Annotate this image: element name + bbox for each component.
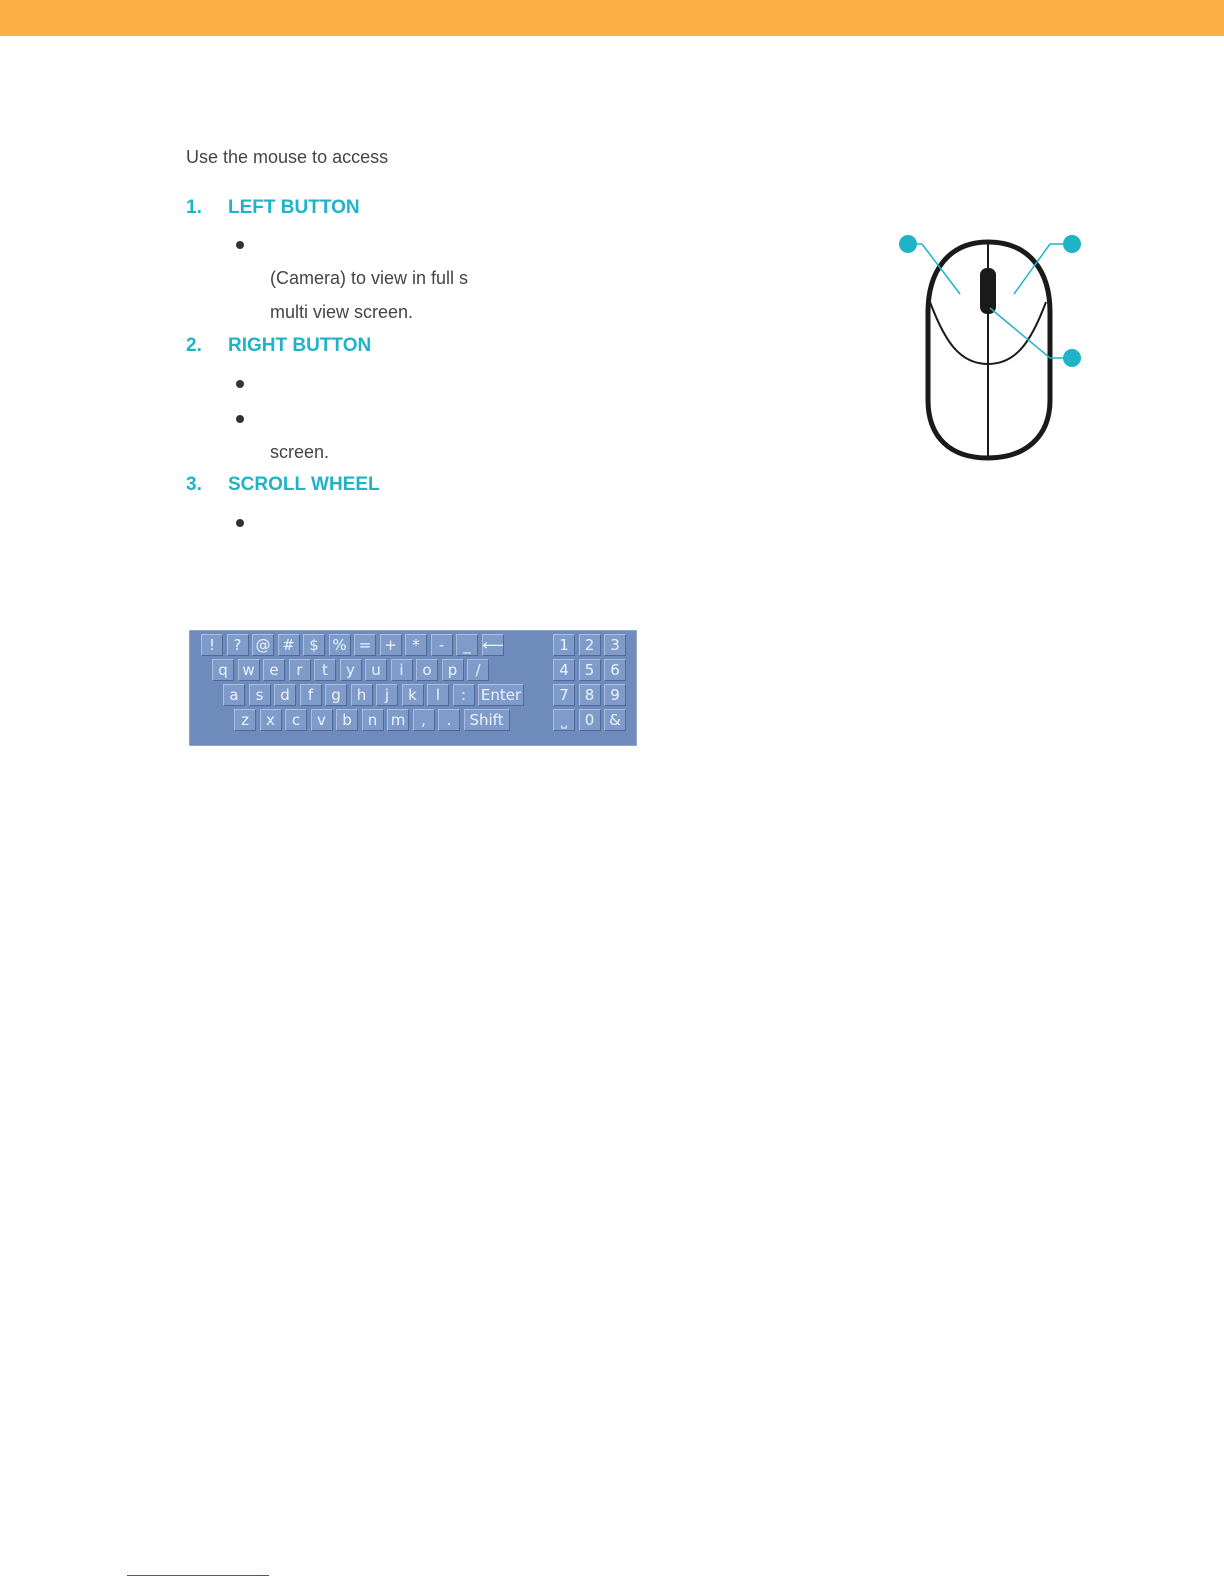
keyboard-key[interactable]: ? — [227, 634, 249, 656]
keyboard-key[interactable]: i — [391, 659, 413, 681]
keyboard-key[interactable]: d — [274, 684, 296, 706]
keyboard-key[interactable]: ⎵ — [553, 709, 575, 731]
intro-text: Use the mouse to access — [186, 147, 389, 167]
mouse-scroll-wheel — [980, 268, 996, 314]
keyboard-key[interactable]: . — [438, 709, 460, 731]
keyboard-key[interactable]: z — [234, 709, 256, 731]
keyboard-key[interactable]: / — [467, 659, 489, 681]
section-title: LEFT BUTTON — [228, 197, 360, 218]
bullet — [236, 380, 244, 388]
keyboard-key[interactable]: * — [405, 634, 427, 656]
header-accent-bar — [0, 0, 1224, 36]
keyboard-key[interactable]: j — [376, 684, 398, 706]
callout-dot-left-button — [899, 235, 917, 253]
section-number: 1. — [186, 197, 202, 218]
keyboard-key[interactable]: , — [413, 709, 435, 731]
section-title: SCROLL WHEEL — [228, 474, 380, 495]
keyboard-key[interactable]: Shift — [464, 709, 510, 731]
keyboard-key[interactable]: t — [314, 659, 336, 681]
keyboard-key[interactable]: : — [453, 684, 475, 706]
keyboard-key[interactable]: 7 — [553, 684, 575, 706]
keyboard-key[interactable]: e — [263, 659, 285, 681]
bullet — [236, 415, 244, 423]
keyboard-key[interactable]: $ — [303, 634, 325, 656]
keyboard-key[interactable]: s — [249, 684, 271, 706]
keyboard-key[interactable]: 3 — [604, 634, 626, 656]
keyboard-key[interactable]: 6 — [604, 659, 626, 681]
keyboard-key[interactable]: & — [604, 709, 626, 731]
keyboard-key[interactable]: ! — [201, 634, 223, 656]
keyboard-key[interactable]: f — [300, 684, 322, 706]
keyboard-key[interactable]: 4 — [553, 659, 575, 681]
keyboard-key[interactable]: v — [311, 709, 333, 731]
keyboard-key[interactable]: = — [354, 634, 376, 656]
mouse-diagram — [890, 232, 1100, 468]
section-heading-right-button — [186, 335, 371, 357]
section-heading-left-button — [186, 197, 360, 219]
callout-dot-right-button — [1063, 235, 1081, 253]
keyboard-key[interactable]: h — [351, 684, 373, 706]
keyboard-key[interactable]: p — [442, 659, 464, 681]
keyboard-key[interactable]: n — [362, 709, 384, 731]
keyboard-key[interactable]: b — [336, 709, 358, 731]
keyboard-key[interactable]: - — [431, 634, 453, 656]
keyboard-key[interactable]: + — [380, 634, 402, 656]
keyboard-key[interactable]: # — [278, 634, 300, 656]
keyboard-key[interactable]: l — [427, 684, 449, 706]
section-heading-scroll-wheel — [186, 474, 380, 496]
body-text-line: screen. — [270, 442, 330, 462]
section-number: 3. — [186, 474, 202, 495]
keyboard-key[interactable]: r — [289, 659, 311, 681]
keyboard-key[interactable]: q — [212, 659, 234, 681]
keyboard-key[interactable]: y — [340, 659, 362, 681]
keyboard-key[interactable]: 1 — [553, 634, 575, 656]
keyboard-key[interactable]: k — [402, 684, 424, 706]
callout-dot-scroll-wheel — [1063, 349, 1081, 367]
footer-link-underline — [127, 1575, 269, 1576]
keyboard-key[interactable]: o — [416, 659, 438, 681]
keyboard-key[interactable]: Enter — [478, 684, 524, 706]
keyboard-key[interactable]: u — [365, 659, 387, 681]
section-title: RIGHT BUTTON — [228, 335, 372, 356]
keyboard-key[interactable]: m — [387, 709, 409, 731]
bullet — [236, 241, 244, 249]
keyboard-key[interactable]: 0 — [579, 709, 601, 731]
keyboard-key[interactable]: x — [260, 709, 282, 731]
keyboard-key[interactable]: w — [238, 659, 260, 681]
keyboard-key[interactable]: ⟵ — [482, 636, 505, 654]
body-text-line: multi view screen. — [270, 302, 414, 322]
keyboard-key[interactable]: a — [223, 684, 245, 706]
keyboard-key[interactable]: @ — [252, 634, 274, 656]
virtual-keyboard — [189, 630, 637, 746]
keyboard-key[interactable]: % — [329, 634, 351, 656]
keyboard-key[interactable]: g — [325, 684, 347, 706]
keyboard-key[interactable]: 2 — [579, 634, 601, 656]
keyboard-key[interactable]: c — [285, 709, 307, 731]
section-number: 2. — [186, 335, 202, 356]
keyboard-key[interactable]: 5 — [579, 659, 601, 681]
bullet — [236, 519, 244, 527]
body-text-line: (Camera) to view in full s — [270, 268, 469, 288]
keyboard-key[interactable]: _ — [456, 634, 478, 656]
keyboard-key[interactable]: 9 — [604, 684, 626, 706]
keyboard-key[interactable]: 8 — [579, 684, 601, 706]
